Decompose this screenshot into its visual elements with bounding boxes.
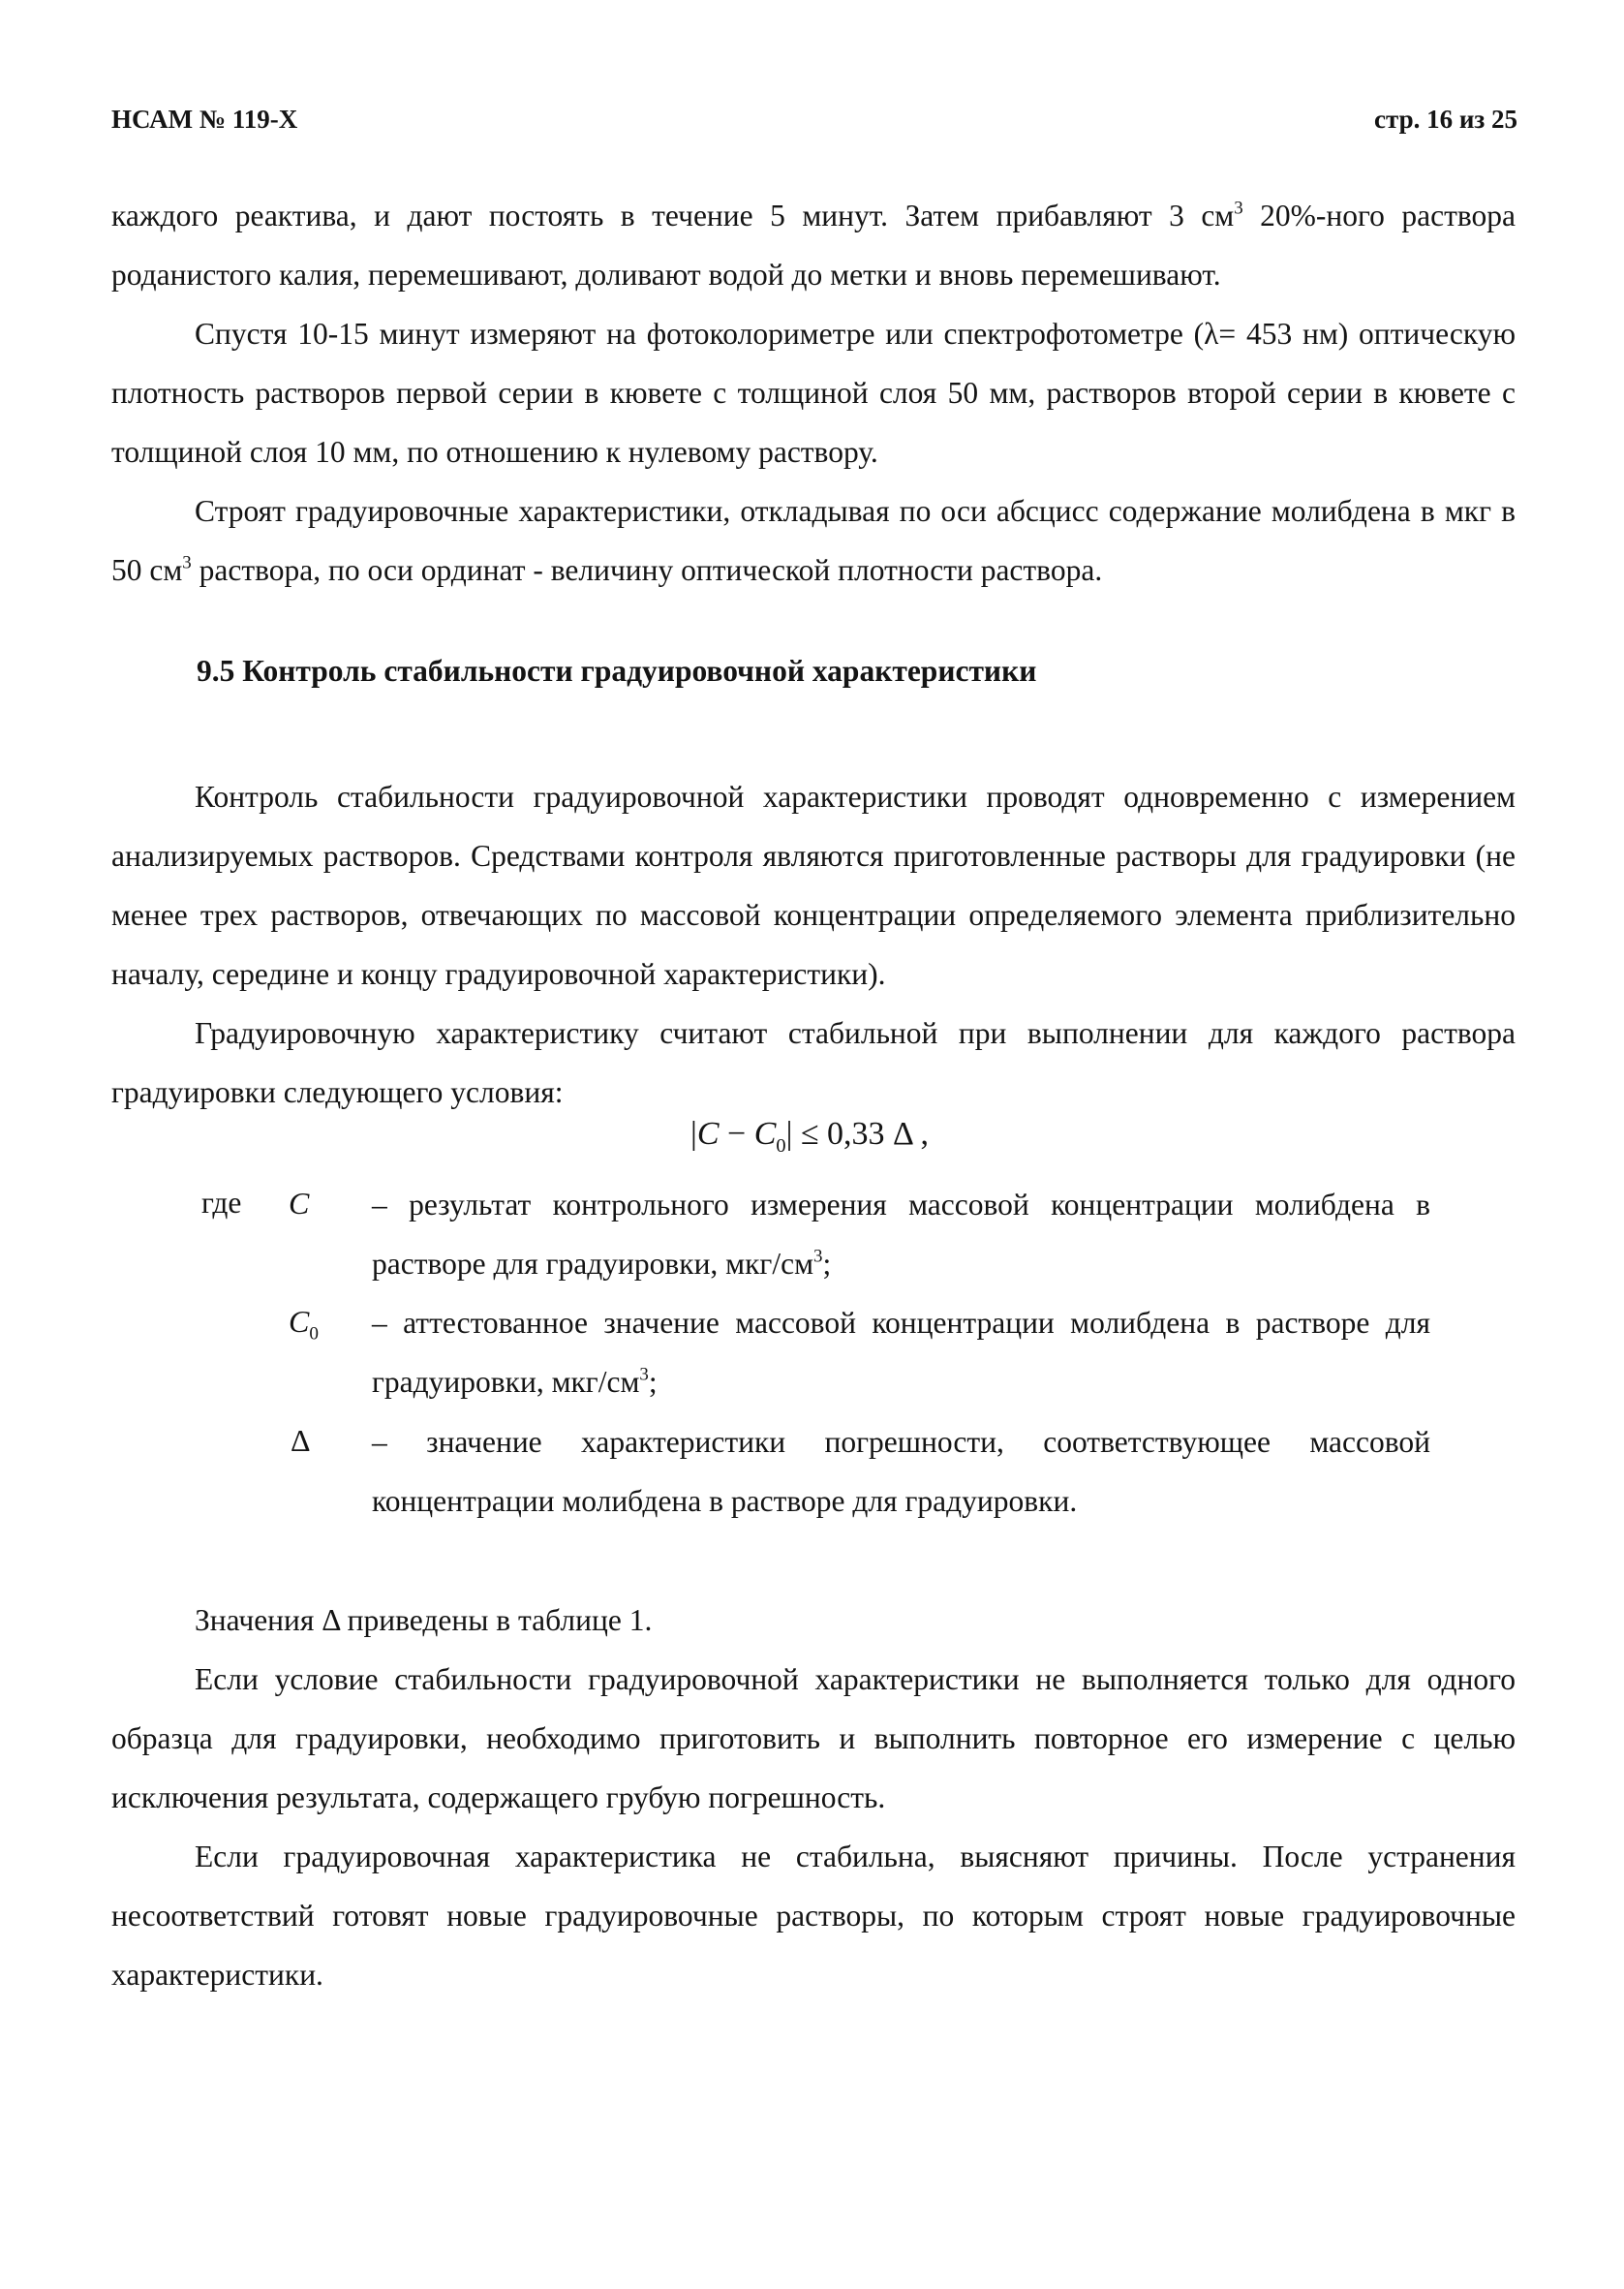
paragraph: Значения Δ приведены в таблице 1. — [195, 1603, 653, 1637]
where-label: где — [201, 1186, 242, 1220]
page-number: стр. 16 из 25 — [1374, 105, 1517, 134]
superscript: 3 — [182, 552, 192, 573]
document-code: НСАМ № 119-Х — [111, 105, 298, 134]
stability-formula: $|C - C_0| \le 0,33$ Δ , — [690, 1116, 930, 1157]
symbol-c: C — [289, 1186, 310, 1221]
definition-c0: – аттестованное значение массовой концентрации молибдена в растворе для градуировки, мкг/$см^3$; — [372, 1306, 1430, 1399]
definition-delta: – значение характеристики погрешности, соответствующее массовой концентрации молибдена в растворе для градуировки. — [372, 1425, 1430, 1518]
paragraph: Строят градуировочные характеристики, откладывая по оси абсцисс содержание молибдена в мкг в 50 $см^3$ раствора, по оси ординат - величину оптической плотности раствора. — [111, 494, 1516, 587]
definition-c: – результат контрольного измерения массовой концентрации молибдена в растворе для градуировки, мкг/$см^3$; — [372, 1188, 1430, 1281]
superscript: 3 — [1234, 198, 1243, 219]
text-block-bottom — [111, 1591, 1516, 2004]
paragraph: Спустя 10-15 минут измеряют на фотоколориметре или спектрофотометре (λ= 453 нм) оптическую плотность растворов первой серии в кювете с толщиной слоя 50 мм, растворов второй серии в кювете с толщиной слоя 10 мм, по отношению к нулевому раствору. — [111, 317, 1516, 469]
symbol-c0: $C_0$ — [289, 1304, 319, 1345]
symbol-delta: Δ — [291, 1423, 311, 1458]
section-heading: 9.5 Контроль стабильности градуировочной характеристики — [197, 654, 1037, 688]
text-block-top — [111, 186, 1516, 600]
paragraph: каждого реактива, и дают постоять в течение 5 минут. Затем прибавляют 3 $см^3$ 20%-ного раствора роданистого калия, перемешивают, доливают водой до метки и вновь перемешивают. — [111, 198, 1517, 292]
paragraph: Если условие стабильности градуировочной характеристики не выполняется только для одного образца для градуировки, необходимо приготовить и выполнить повторное его измерение с целью исключения результата, содержащего грубую погрешность. — [111, 1662, 1516, 1814]
text-block-middle — [111, 767, 1516, 1122]
paragraph: Контроль стабильности градуировочной характеристики проводят одновременно с измерением анализируемых растворов. Средствами контроля являются приготовленные растворы для градуировки (не менее трех растворов, отвечающих по массовой концентрации определяемого элемента приблизительно началу, середине и концу градуировочной характеристики). — [111, 780, 1516, 991]
paragraph: Если градуировочная характеристика не стабильна, выясняют причины. После устранения несоответствий готовят новые градуировочные растворы, по которым строят новые градуировочные характеристики. — [111, 1840, 1516, 1992]
paragraph: Градуировочную характеристику считают стабильной при выполнении для каждого раствора градуировки следующего условия: — [111, 1016, 1516, 1109]
